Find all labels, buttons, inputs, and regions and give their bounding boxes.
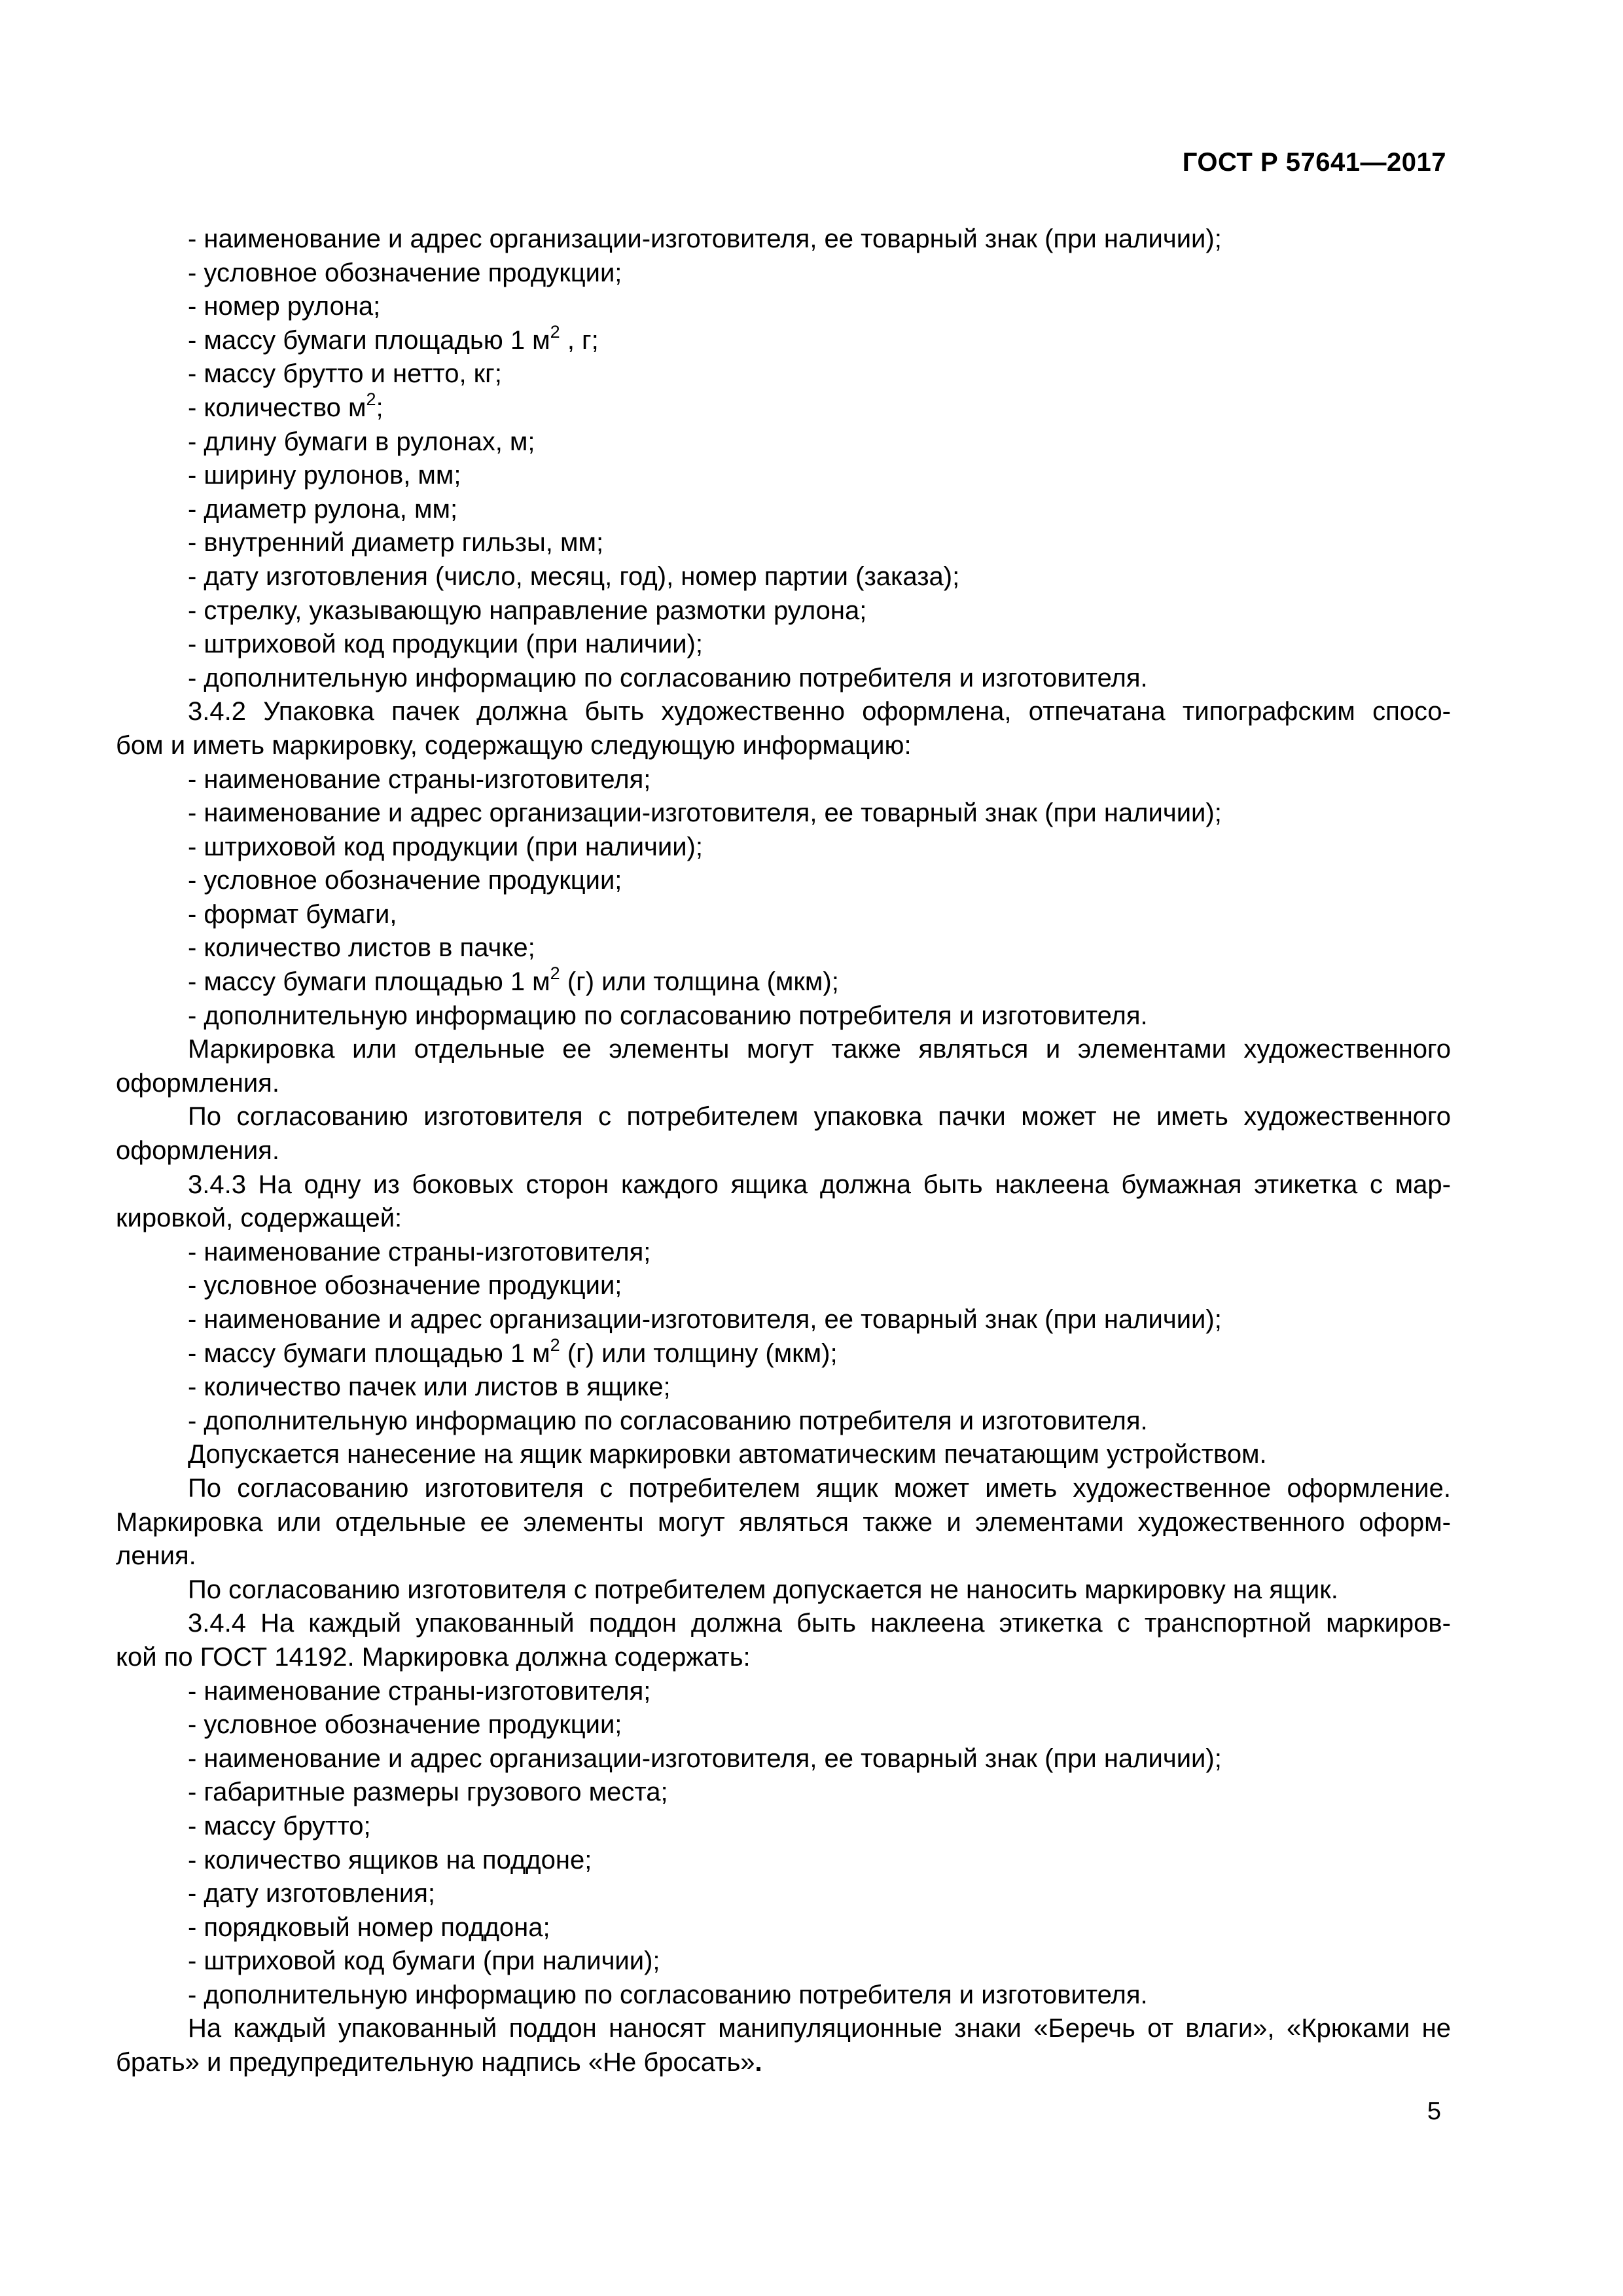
text-line bbox=[116, 526, 1451, 560]
text-line bbox=[116, 321, 1451, 358]
text-line bbox=[116, 662, 1451, 696]
text-line bbox=[116, 1573, 1451, 1607]
text-line bbox=[116, 1945, 1451, 1979]
line-text: - условное обозначение продукции; bbox=[188, 866, 622, 895]
text-line bbox=[116, 1641, 1451, 1675]
superscript-text: 2 bbox=[366, 389, 376, 409]
text-line bbox=[116, 2046, 1451, 2080]
line-text: Маркировка или отдельные ее элементы могут являться также и элементами художественного оформ- bbox=[116, 1507, 1451, 1537]
text-line bbox=[116, 1472, 1451, 1506]
line-text: - штриховой код продукции (при наличии); bbox=[188, 630, 703, 659]
line-text: - наименование и адрес организации-изготовителя, ее товарный знак (при наличии); bbox=[188, 1305, 1222, 1334]
text-line bbox=[116, 1506, 1451, 1540]
line-text: (г) или толщина (мкм); bbox=[560, 967, 839, 997]
line-text: - наименование и адрес организации-изготовителя, ее товарный знак (при наличии); bbox=[188, 224, 1222, 253]
line-text: , г; bbox=[560, 325, 599, 355]
line-text: - формат бумаги, bbox=[188, 899, 397, 929]
line-text: - дату изготовления (число, месяц, год), номер партии (заказа); bbox=[188, 562, 960, 591]
document-code-header: ГОСТ Р 57641—2017 bbox=[1182, 148, 1446, 177]
line-text: Маркировка или отдельные ее элементы могут также являться и элементами художественного bbox=[188, 1035, 1451, 1064]
text-line bbox=[116, 1100, 1451, 1134]
text-line bbox=[116, 1337, 1451, 1371]
line-text: - наименование и адрес организации-изготовителя, ее товарный знак (при наличии); bbox=[188, 1744, 1222, 1773]
line-text: - штриховой код бумаги (при наличии); bbox=[188, 1946, 660, 1976]
text-line bbox=[116, 931, 1451, 965]
text-line bbox=[116, 1675, 1451, 1709]
text-line bbox=[116, 1539, 1451, 1573]
line-text: - штриховой код продукции (при наличии); bbox=[188, 832, 703, 861]
text-line bbox=[116, 1236, 1451, 1270]
text-line bbox=[116, 628, 1451, 662]
text-line bbox=[116, 493, 1451, 527]
text-line bbox=[116, 560, 1451, 594]
text-line bbox=[116, 1607, 1451, 1641]
line-text: . bbox=[755, 2048, 762, 2077]
text-line bbox=[116, 290, 1451, 324]
line-text: (г) или толщину (мкм); bbox=[560, 1338, 838, 1368]
line-text: - массу бумаги площадью 1 м bbox=[188, 1338, 550, 1368]
line-text: - условное обозначение продукции; bbox=[188, 258, 622, 287]
line-text: - количество ящиков на поддоне; bbox=[188, 1845, 592, 1874]
text-line bbox=[116, 1067, 1451, 1101]
line-text: - длину бумаги в рулонах, м; bbox=[188, 427, 535, 456]
line-text: - дополнительную информацию по согласованию потребителя и изготовителя. bbox=[188, 1406, 1148, 1435]
text-line bbox=[116, 594, 1451, 628]
line-text: - наименование и адрес организации-изготовителя, ее товарный знак (при наличии); bbox=[188, 798, 1222, 828]
line-text: По согласованию изготовителя с потребителем ящик может иметь художественное оформление. bbox=[188, 1473, 1451, 1503]
text-line bbox=[116, 223, 1451, 257]
line-text: По согласованию изготовителя с потребителем допускается не наносить маркировку на ящик. bbox=[188, 1575, 1338, 1604]
text-line bbox=[116, 797, 1451, 831]
document-body bbox=[116, 223, 1451, 2080]
line-text: - количество м bbox=[188, 393, 366, 422]
line-text: - условное обозначение продукции; bbox=[188, 1710, 622, 1740]
line-text: - условное обозначение продукции; bbox=[188, 1271, 622, 1300]
line-text: - номер рулона; bbox=[188, 292, 381, 321]
line-text: ления. bbox=[116, 1541, 196, 1571]
line-text: На каждый упакованный поддон наносят манипуляционные знаки «Беречь от влаги», «Крюками не bbox=[188, 2014, 1451, 2043]
line-text: - дополнительную информацию по согласованию потребителя и изготовителя. bbox=[188, 663, 1148, 692]
text-line bbox=[116, 425, 1451, 459]
text-line bbox=[116, 1742, 1451, 1776]
text-line bbox=[116, 965, 1451, 999]
line-text: - ширину рулонов, мм; bbox=[188, 461, 461, 490]
line-text: - наименование страны-изготовителя; bbox=[188, 764, 651, 794]
line-text: кой по ГОСТ 14192. Маркировка должна содержать: bbox=[116, 1642, 751, 1672]
text-line bbox=[116, 1810, 1451, 1844]
text-line bbox=[116, 763, 1451, 797]
text-line bbox=[116, 2012, 1451, 2046]
text-line bbox=[116, 1979, 1451, 2013]
text-line bbox=[116, 257, 1451, 291]
line-text: брать» и предупредительную надпись «Не бросать» bbox=[116, 2048, 755, 2077]
text-line bbox=[116, 1844, 1451, 1878]
text-line bbox=[116, 999, 1451, 1033]
line-text: оформления. bbox=[116, 1068, 279, 1098]
line-text: - габаритные размеры грузового места; bbox=[188, 1778, 668, 1807]
superscript-text: 2 bbox=[550, 963, 560, 984]
line-text: - дополнительную информацию по согласованию потребителя и изготовителя. bbox=[188, 1001, 1148, 1030]
line-text: - наименование страны-изготовителя; bbox=[188, 1676, 651, 1706]
text-line bbox=[116, 1405, 1451, 1439]
line-text: - стрелку, указывающую направление размотки рулона; bbox=[188, 596, 867, 625]
line-text: 3.4.3 На одну из боковых сторон каждого ящика должна быть наклеена бумажная этикетка с мар- bbox=[188, 1170, 1451, 1199]
line-text: Допускается нанесение на ящик маркировки автоматическим печатающим устройством. bbox=[188, 1440, 1267, 1469]
line-text: - внутренний диаметр гильзы, мм; bbox=[188, 528, 604, 558]
line-text: - массу брутто; bbox=[188, 1811, 371, 1840]
text-line bbox=[116, 864, 1451, 898]
line-text: кировкой, содержащей: bbox=[116, 1204, 402, 1233]
line-text: 3.4.4 На каждый упакованный поддон должна быть наклеена этикетка с транспортной маркиров- bbox=[188, 1609, 1451, 1638]
text-line bbox=[116, 1033, 1451, 1067]
text-line bbox=[116, 831, 1451, 865]
text-line bbox=[116, 1269, 1451, 1303]
line-text: - порядковый номер поддона; bbox=[188, 1912, 550, 1942]
superscript-text: 2 bbox=[550, 321, 560, 342]
text-line bbox=[116, 1202, 1451, 1236]
line-text: - дату изготовления; bbox=[188, 1879, 436, 1909]
text-line bbox=[116, 1134, 1451, 1168]
line-text: - дополнительную информацию по согласованию потребителя и изготовителя. bbox=[188, 1980, 1148, 2009]
line-text: - массу брутто и нетто, кг; bbox=[188, 359, 502, 389]
line-text: ; bbox=[376, 393, 383, 422]
line-text: - массу бумаги площадью 1 м bbox=[188, 967, 550, 997]
text-line bbox=[116, 1303, 1451, 1337]
line-text: По согласованию изготовителя с потребителем упаковка пачки может не иметь художественного bbox=[188, 1102, 1451, 1132]
text-line bbox=[116, 729, 1451, 763]
text-line bbox=[116, 1776, 1451, 1810]
superscript-text: 2 bbox=[550, 1335, 560, 1355]
text-line bbox=[116, 1438, 1451, 1472]
text-line bbox=[116, 695, 1451, 729]
page-number: 5 bbox=[1427, 2098, 1441, 2125]
line-text: - количество листов в пачке; bbox=[188, 933, 535, 963]
text-line bbox=[116, 1877, 1451, 1911]
line-text: - массу бумаги площадью 1 м bbox=[188, 325, 550, 355]
text-line bbox=[116, 1371, 1451, 1405]
text-line bbox=[116, 1708, 1451, 1742]
text-line bbox=[116, 1168, 1451, 1202]
line-text: 3.4.2 Упаковка пачек должна быть художественно оформлена, отпечатана типографским спосо- bbox=[188, 697, 1451, 726]
text-line bbox=[116, 391, 1451, 425]
text-line bbox=[116, 898, 1451, 932]
line-text: - количество пачек или листов в ящике; bbox=[188, 1372, 671, 1402]
text-line bbox=[116, 1911, 1451, 1945]
line-text: - диаметр рулона, мм; bbox=[188, 494, 458, 524]
text-line bbox=[116, 357, 1451, 391]
text-line bbox=[116, 459, 1451, 493]
line-text: бом и иметь маркировку, содержащую следующую информацию: bbox=[116, 730, 912, 760]
line-text: - наименование страны-изготовителя; bbox=[188, 1237, 651, 1266]
line-text: оформления. bbox=[116, 1136, 279, 1166]
